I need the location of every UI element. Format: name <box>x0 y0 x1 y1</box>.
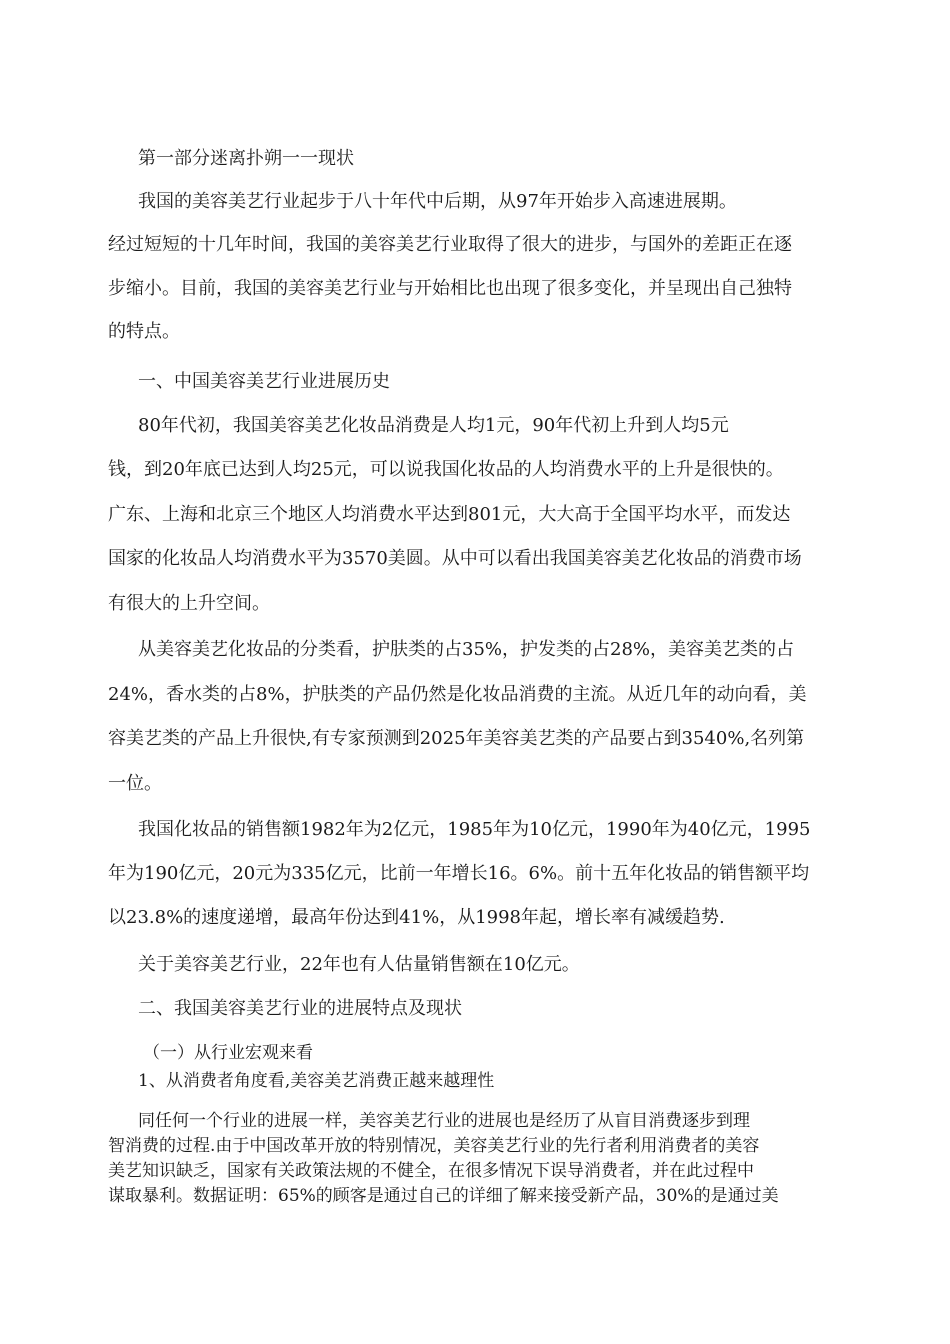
consumer-line: 美艺知识缺乏，国家有关政策法规的不健全，在很多情况下误导消费者，并在此过程中 <box>108 1161 754 1181</box>
consumer-heading: 1、从消费者角度看,美容美艺消费正越来越理性 <box>138 1071 495 1091</box>
features-heading: 二、我国美容美艺行业的进展特点及现状 <box>138 998 462 1019</box>
category-line: 容美艺类的产品上升很快,有专家预测到2025年美容美艺类的产品要占到3540%,名列第 <box>108 728 805 749</box>
intro-line: 的特点。 <box>108 321 180 342</box>
category-line: 从美容美艺化妆品的分类看，护肤类的占35%，护发类的占28%，美容美艺类的占 <box>138 639 795 660</box>
history-line: 有很大的上升空间。 <box>108 593 270 614</box>
history-heading: 一、中国美容美艺行业进展历史 <box>138 371 390 392</box>
category-line: 一位。 <box>108 773 162 794</box>
consumer-line: 同任何一个行业的进展一样，美容美艺行业的进展也是经历了从盲目消费逐步到理 <box>138 1111 750 1131</box>
intro-line: 我国的美容美艺行业起步于八十年代中后期，从97年开始步入高速进展期。 <box>138 191 737 212</box>
macro-heading: （一）从行业宏观来看 <box>143 1043 313 1063</box>
sales-line: 年为190亿元，20元为335亿元，比前一年增长16。6%。前十五年化妆品的销售额平均 <box>108 863 810 884</box>
sales-line: 以23.8%的速度递增，最高年份达到41%，从1998年起，增长率有减缓趋势. <box>108 907 725 928</box>
history-line: 80年代初，我国美容美艺化妆品消费是人均1元，90年代初上升到人均5元 <box>138 415 729 436</box>
history-line: 广东、上海和北京三个地区人均消费水平达到801元，大大高于全国平均水平，而发达 <box>108 504 791 525</box>
intro-line: 步缩小。目前，我国的美容美艺行业与开始相比也出现了很多变化，并呈现出自己独特 <box>108 278 792 299</box>
beauty-line: 关于美容美艺行业，22年也有人估量销售额在10亿元。 <box>138 954 580 975</box>
category-line: 24%，香水类的占8%，护肤类的产品仍然是化妆品消费的主流。从近几年的动向看，美 <box>108 684 807 705</box>
consumer-line: 智消费的过程.由于中国改革开放的特别情况，美容美艺行业的先行者利用消费者的美容 <box>108 1136 760 1156</box>
sales-line: 我国化妆品的销售额1982年为2亿元，1985年为10亿元，1990年为40亿元，1995 <box>138 819 811 840</box>
consumer-line: 谋取暴利。数据证明：65%的顾客是通过自己的详细了解来接受新产品，30%的是通过美 <box>108 1186 779 1206</box>
history-line: 国家的化妆品人均消费水平为3570美圆。从中可以看出我国美容美艺化妆品的消费市场 <box>108 548 802 569</box>
history-line: 钱，到20年底已达到人均25元，可以说我国化妆品的人均消费水平的上升是很快的。 <box>108 459 784 480</box>
section-heading: 第一部分迷离扑朔一一现状 <box>138 148 354 169</box>
intro-line: 经过短短的十几年时间，我国的美容美艺行业取得了很大的进步，与国外的差距正在逐 <box>108 234 792 255</box>
